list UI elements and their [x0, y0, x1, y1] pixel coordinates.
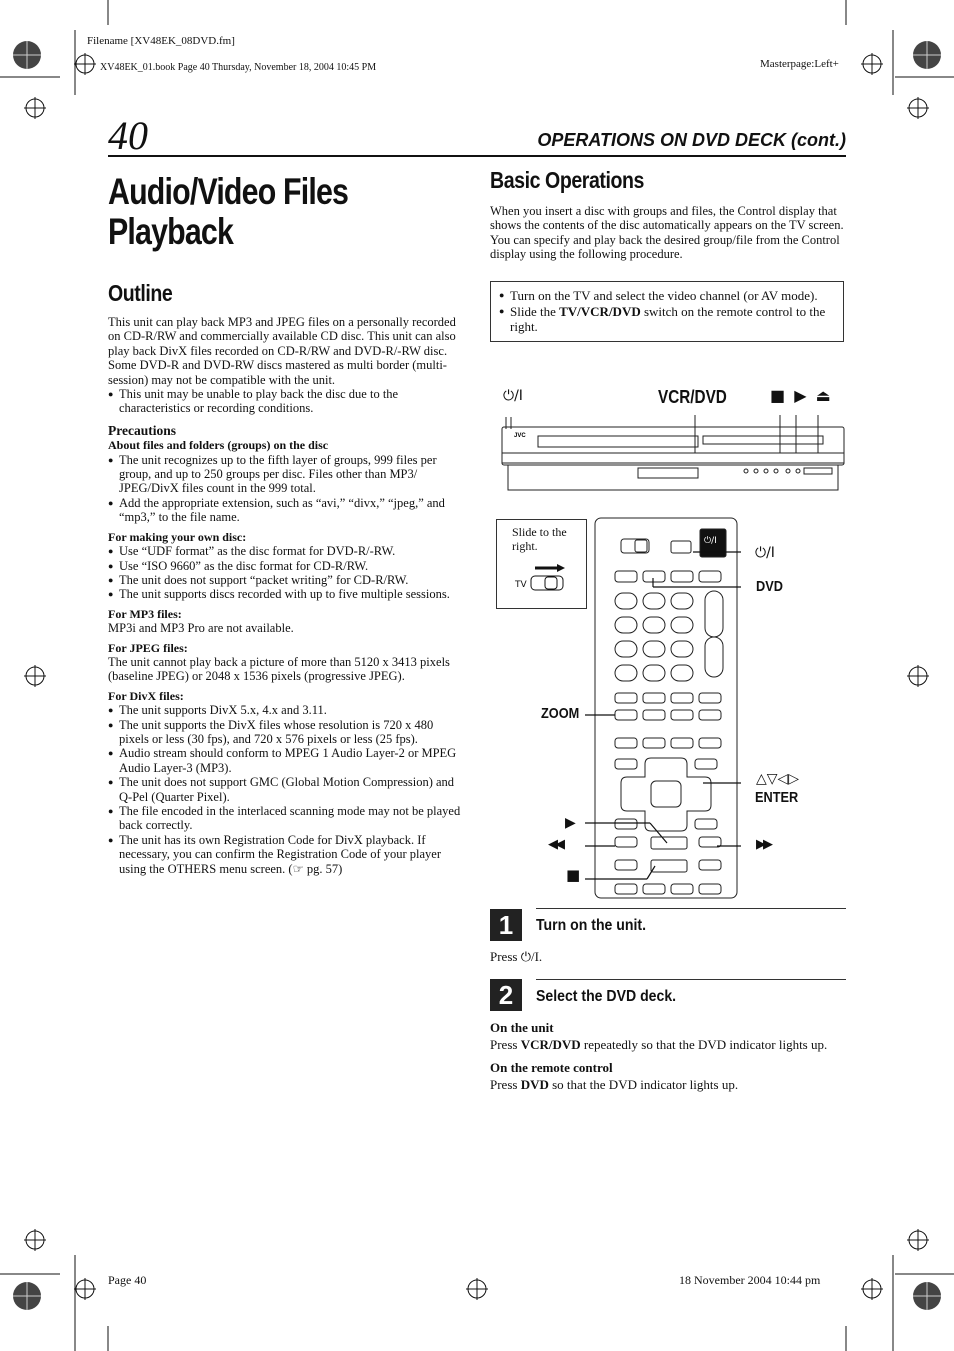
remote-illustration: [585, 515, 741, 900]
step-1-rule: [536, 908, 846, 909]
files-folders-heading: About files and folders (groups) on the disc: [108, 438, 329, 453]
list-item: ● The unit supports DivX 5.x, 4.x and 3.11.: [108, 703, 464, 717]
page-title: Audio/Video Files Playback: [108, 171, 349, 252]
step-text: Press: [490, 1036, 521, 1052]
basic-para-2: You can specify and play back the desired group/file from the Control display using the following procedure.: [490, 232, 840, 262]
outline-intro: This unit can play back MP3 and JPEG files on a personally recorded on CD-R/RW and commercially available CD disc. This unit can also play back DivX files recorded on CD-R/RW and DVD-R/-RW disc. Some DVD-R and DVD-RW discs mastered as multi border (multi-session) may not be compatible with the unit.: [108, 315, 456, 387]
outline-body: [108, 315, 464, 876]
tv-label: TV: [515, 580, 527, 590]
slide-callout-box: [496, 519, 587, 609]
list-item: ● The unit recognizes up to the fifth layer of groups, 999 files per group, and up to 250 groups per disc. Files other than MP3/ JPEG/DivX files count in the 999 total.: [108, 453, 464, 496]
jpeg-text: The unit cannot play back a picture of more than 5120 x 3413 pixels (baseline JPEG) or 2048 x 1536 pixels (progressive JPEG).: [108, 654, 450, 684]
mp3-text: MP3i and MP3 Pro are not available.: [108, 621, 294, 636]
header-rule: [108, 155, 846, 157]
step-2-title: Select the DVD deck.: [536, 988, 677, 1005]
step-2-rule: [536, 979, 846, 980]
step-1-number: 1: [490, 909, 522, 941]
basic-intro: [490, 204, 846, 262]
brand-logo: JVC: [514, 433, 526, 439]
rewind-icon: ◀◀: [548, 837, 562, 852]
basic-operations-heading: Basic Operations: [490, 167, 645, 193]
step-1-text: Press ⏻/I.: [490, 949, 543, 964]
precautions-heading: Precautions: [108, 422, 176, 438]
step-2-number: 2: [490, 979, 522, 1011]
step-bold: VCR/DVD: [520, 1036, 581, 1052]
list-item: ● Add the appropriate extension, such as “avi,” “divx,” “jpeg,” and “mp3,” to the file name.: [108, 496, 464, 525]
list-item: ● Use “UDF format” as the disc format for DVD-R/-RW.: [108, 544, 464, 558]
page-number: 40: [108, 113, 148, 158]
vcr-dvd-label: VCR/DVD: [658, 387, 727, 407]
transport-label: ■ ▶ ⏏: [770, 386, 833, 405]
note-box: [490, 281, 844, 342]
step-2-body: [490, 1020, 846, 1093]
on-unit-text: [490, 1037, 846, 1054]
basic-para-1: When you insert a disc with groups and files, the Control display that shows the contents of the disc automatically appears on the TV screen.: [490, 204, 844, 233]
note-text: switch on the remote control to the right.: [510, 303, 826, 334]
note-bold: TV/VCR/DVD: [559, 303, 641, 319]
mp3-heading: For MP3 files:: [108, 606, 182, 621]
dvd-label: DVD: [756, 578, 783, 595]
on-remote-text: [490, 1077, 846, 1094]
masterpage-label: Masterpage:Left+: [760, 58, 839, 70]
arrow-keys-label: △▽◁▷: [756, 771, 800, 787]
play-icon: ▶: [565, 815, 576, 831]
step-1-title: Turn on the unit.: [536, 917, 647, 934]
note-text: Slide the: [510, 303, 560, 319]
list-item: ● The unit supports the DivX files whose resolution is 720 x 480 pixels or less (30 fps), and 720 x 576 pixels or less (25 fps).: [108, 718, 464, 747]
jpeg-heading: For JPEG files:: [108, 640, 188, 655]
list-item: ● Use “ISO 9660” as the disc format for CD-R/RW.: [108, 559, 464, 573]
step-text: repeatedly so that the DVD indicator lights up.: [580, 1036, 828, 1052]
step-bold: DVD: [520, 1076, 549, 1092]
footer-page: Page 40: [108, 1273, 147, 1287]
footer-date: 18 November 2004 10:44 pm: [679, 1273, 821, 1287]
note-bullet-1: ● Turn on the TV and select the video channel (or AV mode).: [499, 288, 835, 304]
outline-heading: Outline: [108, 280, 173, 306]
list-item: ● The unit does not support “packet writing” for CD-R/RW.: [108, 573, 464, 587]
outline-intro-bullet: ● This unit may be unable to play back the disc due to the characteristics or recording conditions.: [108, 387, 464, 416]
list-item: ● The unit does not support GMC (Global Motion Compression) and Q-Pel (Quarter Pixel).: [108, 775, 464, 804]
list-item: ● The unit has its own Registration Code for DivX playback. If necessary, you can confirm the Registration Code of your player using the OTHERS menu screen. (☞ pg. 57): [108, 833, 464, 876]
on-unit-heading: On the unit: [490, 1020, 554, 1035]
remote-power-label: ⏻/I: [755, 545, 775, 561]
zoom-label: ZOOM: [541, 705, 580, 722]
stop-icon: ■: [566, 866, 581, 884]
note-bullet-2: [499, 304, 835, 335]
section-title: OPERATIONS ON DVD DECK (cont.): [537, 130, 846, 150]
list-item: ● Audio stream should conform to MPEG 1 Audio Layer-2 or MPEG Audio Layer-3 (MP3).: [108, 746, 464, 775]
slide-callout-text: Slide to the right.: [512, 525, 567, 553]
on-remote-heading: On the remote control: [490, 1060, 613, 1075]
deck-power-label: ⏻/I: [503, 388, 523, 404]
fast-forward-icon: ▶▶: [756, 837, 770, 852]
remote-power-button-label: ⏻/I: [704, 536, 717, 546]
divx-heading: For DivX files:: [108, 688, 184, 703]
list-item: ● The file encoded in the interlaced scanning mode may not be played back correctly.: [108, 804, 464, 833]
list-item: ● The unit supports discs recorded with up to five multiple sessions.: [108, 587, 464, 601]
step-text: Press: [490, 1076, 521, 1092]
step-text: so that the DVD indicator lights up.: [548, 1076, 739, 1092]
slide-switch-icon: [527, 564, 567, 594]
deck-illustration: [498, 405, 848, 495]
enter-label: ENTER: [755, 789, 799, 806]
own-disc-heading: For making your own disc:: [108, 529, 247, 544]
book-info: XV48EK_01.book Page 40 Thursday, November 18, 2004 10:45 PM: [100, 62, 377, 73]
filename-label: Filename [XV48EK_08DVD.fm]: [87, 35, 235, 47]
